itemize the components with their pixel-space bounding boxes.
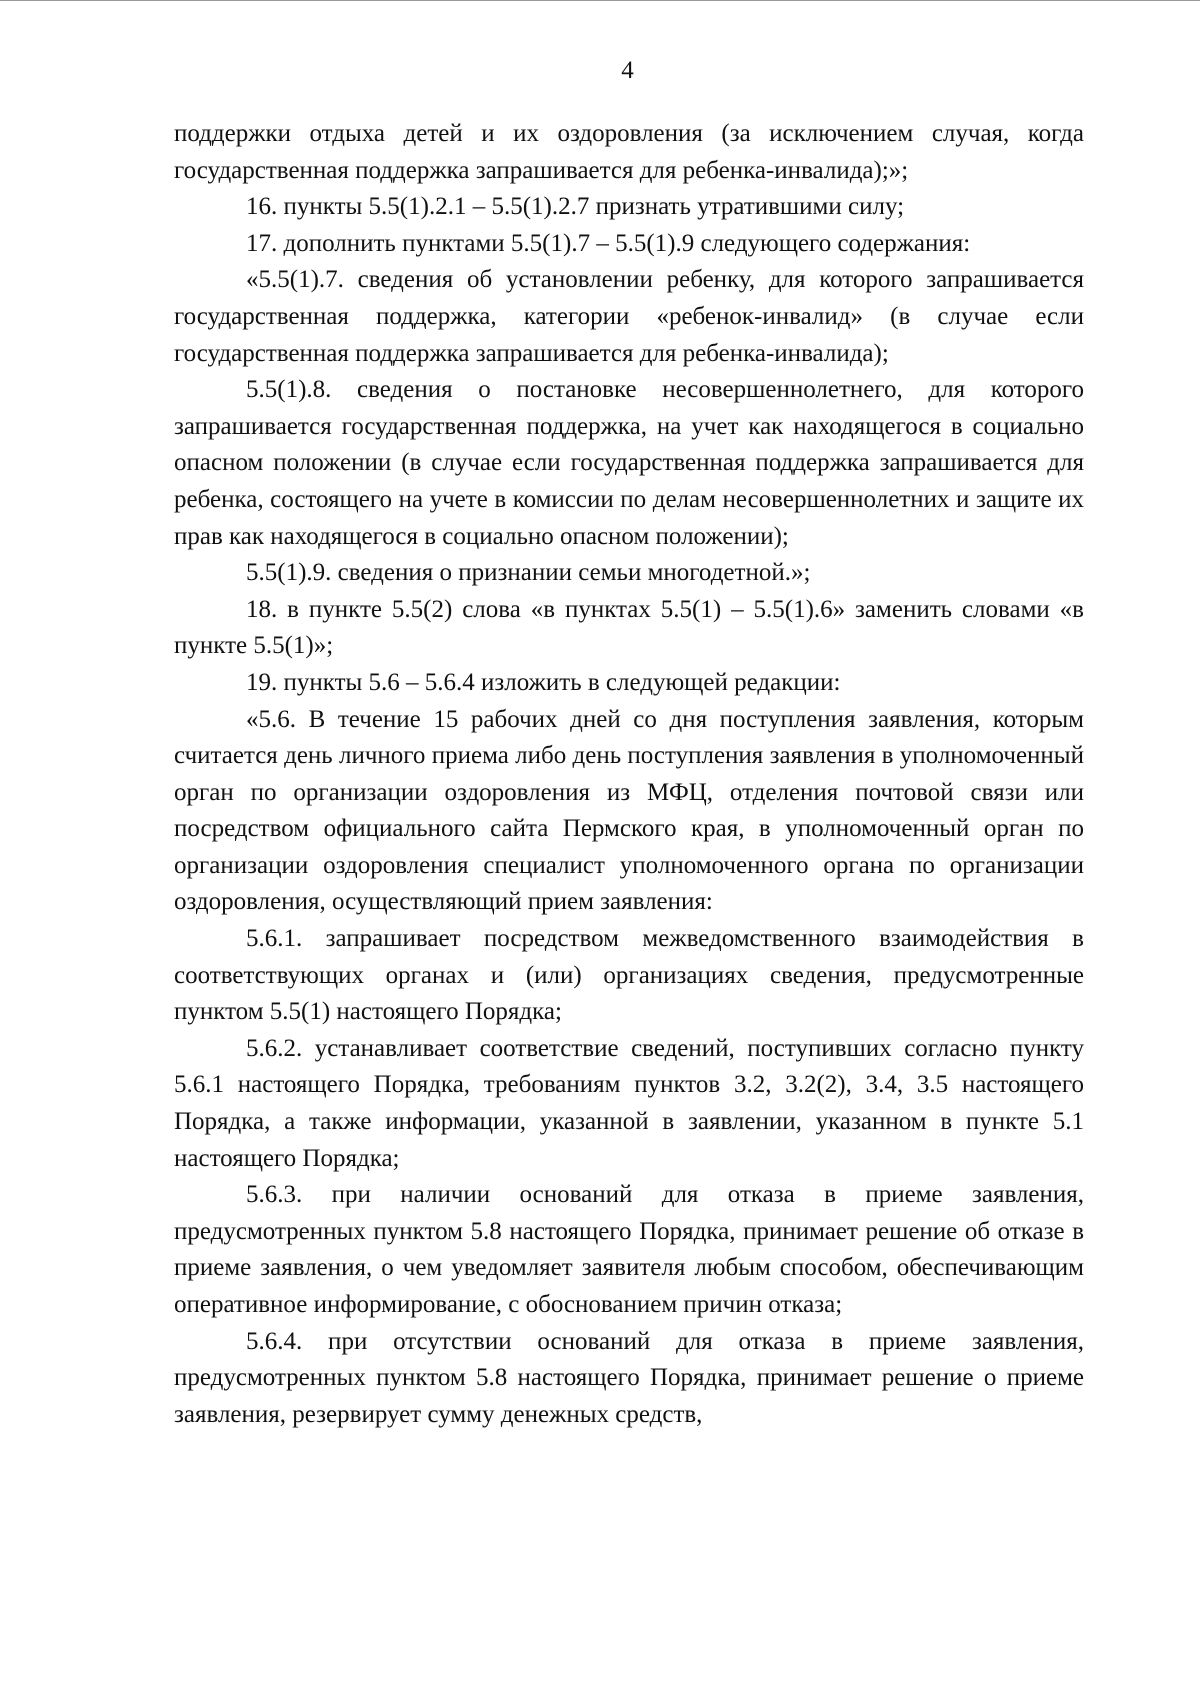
paragraph-5-6-1: 5.6.1. запрашивает посредством межведомственного взаимодействия в соответствующих органах и (или) организациях сведения, предусмотренные пунктом 5.5(1) настоящего Порядка; <box>174 925 1084 1026</box>
paragraph-continuation: поддержки отдыха детей и их оздоровления (за исключением случая, когда государственная поддержка запрашивается для ребенка-инвалида);»; <box>174 120 1084 184</box>
paragraph-5-5-1-7: «5.5(1).7. сведения об установлении ребенку, для которого запрашивается государственная поддержка, категории «ребенок-инвалид» (в случае если государственная поддержка запрашивается для ребенка-инвалида); <box>174 266 1084 367</box>
paragraph-5-6: «5.6. В течение 15 рабочих дней со дня поступления заявления, которым считается день личного приема либо день поступления заявления в уполномоченный орган по организации оздоровления из МФЦ, отделения почтовой связи или посредством официального сайта Пермского края, в уполномоченный орган по организации оздоровления специалист уполномоченного органа по организации оздоровления, осуществляющий прием заявления: <box>174 705 1084 916</box>
paragraph-item-18: 18. в пункте 5.5(2) слова «в пунктах 5.5(1) – 5.5(1).6» заменить словами «в пункте 5.5(1)»; <box>174 595 1084 660</box>
page-number: 4 <box>621 57 634 84</box>
paragraph-5-5-1-8: 5.5(1).8. сведения о постановке несовершеннолетнего, для которого запрашивается государственная поддержка, на учет как находящегося в социально опасном положении (в случае если государственная поддержка запрашивается для ребенка, состоящего на учете в комиссии по делам несовершеннолетних и защите их прав как находящегося в социально опасном положении); <box>174 376 1084 550</box>
paragraph-5-6-4: 5.6.4. при отсутствии оснований для отказа в приеме заявления, предусмотренных пунктом 5.8 настоящего Порядка, принимает решение о приеме заявления, резервирует сумму денежных средств, <box>174 1327 1084 1428</box>
document-body <box>174 116 1084 1433</box>
paragraph-5-6-2: 5.6.2. устанавливает соответствие сведений, поступивших согласно пункту 5.6.1 настоящего Порядка, требованиям пунктов 3.2, 3.2(2), 3.4, 3.5 настоящего Порядка, а также информации, указанной в заявлении, указанном в пункте 5.1 настоящего Порядка; <box>174 1034 1084 1172</box>
paragraph-item-17: 17. дополнить пунктами 5.5(1).7 – 5.5(1).9 следующего содержания: <box>246 229 971 257</box>
paragraph-item-16: 16. пункты 5.5(1).2.1 – 5.5(1).2.7 признать утратившими силу; <box>246 193 905 221</box>
paragraph-item-19: 19. пункты 5.6 – 5.6.4 изложить в следующей редакции: <box>246 668 841 696</box>
paragraph-5-6-3: 5.6.3. при наличии оснований для отказа в приеме заявления, предусмотренных пунктом 5.8 настоящего Порядка, принимает решение об отказе в приеме заявления, о чем уведомляет заявителя любым способом, обеспечивающим оперативное информирование, с обоснованием причин отказа; <box>174 1181 1084 1318</box>
paragraph-5-5-1-9: 5.5(1).9. сведения о признании семьи многодетной.»; <box>246 559 811 587</box>
